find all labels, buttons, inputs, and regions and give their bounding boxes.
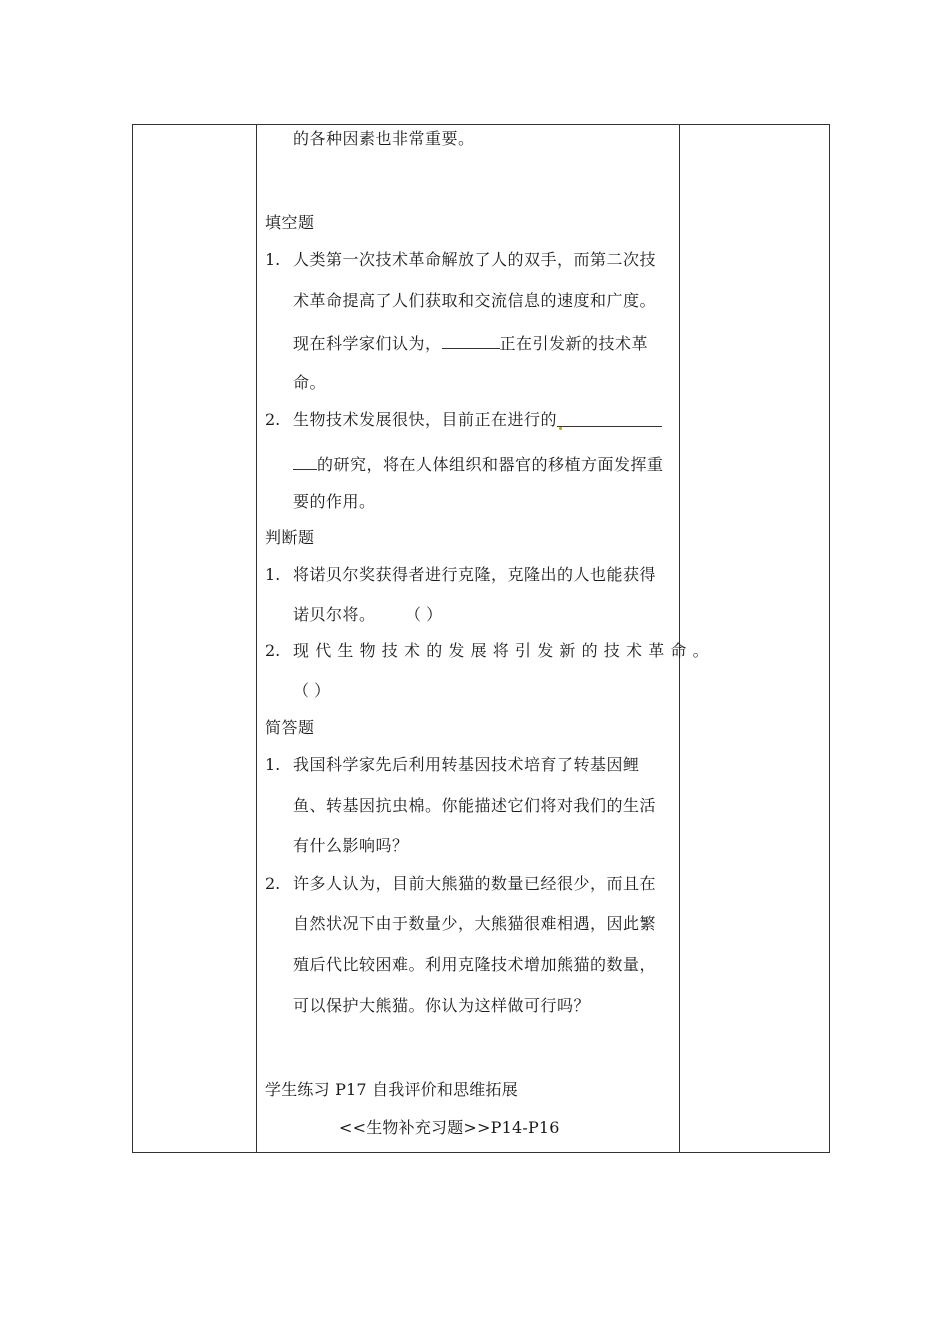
short-item-2-line3: 殖后代比较困难。利用克隆技术增加熊猫的数量， bbox=[293, 955, 657, 974]
judge-item-1-answer[interactable]: （ ） bbox=[405, 605, 443, 624]
practice-note: 学生练习 P17 自我评价和思维拓展 bbox=[265, 1080, 518, 1099]
short-item-2-line1: 许多人认为，目前大熊猫的数量已经很少，而且在 bbox=[293, 874, 657, 893]
short-item-1-line3: 有什么影响吗？ bbox=[293, 836, 409, 855]
fill-item-1-line2: 术革命提高了人们获取和交流信息的速度和广度。 bbox=[293, 291, 657, 310]
judge-heading: 判断题 bbox=[265, 528, 315, 547]
short-item-2-number: 2. bbox=[265, 874, 281, 893]
judge-item-1-line1: 将诺贝尔奖获得者进行克隆，克隆出的人也能获得 bbox=[293, 565, 657, 584]
judge-item-2-number: 2. bbox=[265, 641, 281, 660]
intro-text: 的各种因素也非常重要。 bbox=[293, 129, 475, 148]
fill-item-2-line3: 要的作用。 bbox=[293, 492, 376, 511]
supplement-note: <<生物补充习题>>P14-P16 bbox=[339, 1118, 560, 1137]
fill-item-2-number: 2. bbox=[265, 410, 281, 429]
fill-item-1-line1: 人类第一次技术革命解放了人的双手，而第二次技 bbox=[293, 250, 657, 269]
judge-item-1-number: 1. bbox=[265, 565, 281, 584]
fill-item-1-line4: 命。 bbox=[293, 373, 327, 392]
fill-blank-1[interactable] bbox=[442, 332, 500, 349]
short-heading: 简答题 bbox=[265, 718, 315, 737]
short-item-1-number: 1. bbox=[265, 755, 281, 774]
fill-blank-2-cont[interactable] bbox=[293, 453, 317, 470]
judge-item-2-answer[interactable]: （ ） bbox=[293, 681, 331, 700]
fill-item-1-line3: 现在科学家们认为， 正在引发新的技术革 bbox=[293, 334, 649, 353]
fill-heading: 填空题 bbox=[265, 213, 315, 232]
short-item-1-line1: 我国科学家先后利用转基因技术培育了转基因鲤 bbox=[293, 755, 640, 774]
fill-item-1-number: 1. bbox=[265, 250, 281, 269]
fill-blank-2[interactable] bbox=[557, 410, 662, 427]
short-item-2-line4: 可以保护大熊猫。你认为这样做可行吗？ bbox=[293, 996, 591, 1015]
judge-item-1-line2: 诺贝尔将。 bbox=[293, 605, 376, 624]
short-item-2-line2: 自然状况下由于数量少，大熊猫很难相遇，因此繁 bbox=[293, 914, 657, 933]
short-item-1-line2: 鱼、转基因抗虫棉。你能描述它们将对我们的生活 bbox=[293, 796, 657, 815]
column-divider-right bbox=[679, 125, 680, 1152]
fill-item-2-line1: 生物技术发展很快，目前正在进行的 bbox=[293, 410, 662, 430]
judge-item-2-line1: 现代生物技术的发展将引发新的技术革命。 bbox=[293, 641, 715, 660]
fill-item-2-line2: 的研究，将在人体组织和器官的移植方面发挥重 bbox=[293, 453, 664, 475]
column-divider-left bbox=[256, 125, 257, 1152]
